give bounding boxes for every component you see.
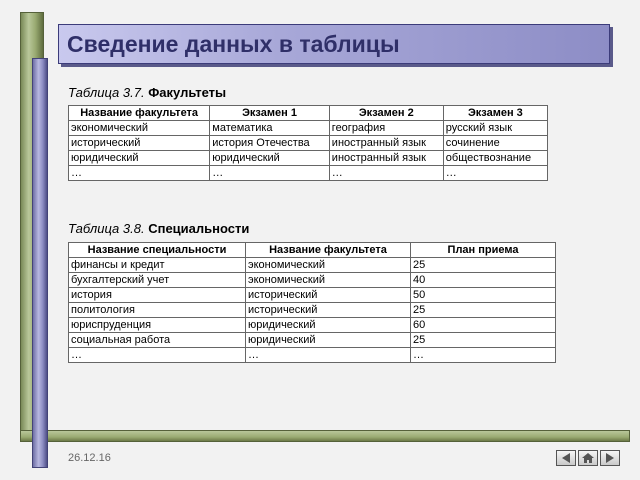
table-cell: … (411, 348, 556, 363)
table-cell: исторический (69, 136, 210, 151)
faculties-table (68, 105, 548, 181)
decorative-bar-purple (32, 58, 48, 468)
slide-date: 26.12.16 (68, 452, 111, 464)
table-row (69, 333, 556, 348)
table2-caption (68, 221, 249, 236)
table-row (69, 348, 556, 363)
table-cell: сочинение (443, 136, 547, 151)
table-cell: … (443, 166, 547, 181)
column-header: Экзамен 2 (329, 106, 443, 121)
table1-caption-name: Факультеты (148, 85, 227, 100)
table-cell: география (329, 121, 443, 136)
table1-caption (68, 85, 226, 100)
table-cell: история (69, 288, 246, 303)
table-cell: обществознание (443, 151, 547, 166)
table-row (69, 121, 548, 136)
column-header: Название факультета (246, 243, 411, 258)
home-icon (579, 451, 597, 465)
table-cell: юридический (246, 318, 411, 333)
specialties-table (68, 242, 556, 363)
slide-title: Сведение данных в таблицы (67, 31, 400, 57)
table-cell: математика (210, 121, 330, 136)
table-cell: 25 (411, 303, 556, 318)
column-header: Экзамен 3 (443, 106, 547, 121)
table-header-row (69, 106, 548, 121)
table-cell: … (329, 166, 443, 181)
table-cell: финансы и кредит (69, 258, 246, 273)
table-row (69, 166, 548, 181)
table-cell: юридический (246, 333, 411, 348)
prev-slide-button[interactable] (556, 450, 576, 466)
table-row (69, 258, 556, 273)
table-cell: … (69, 166, 210, 181)
table-cell: русский язык (443, 121, 547, 136)
table-cell: юридический (69, 151, 210, 166)
column-header: Название специальности (69, 243, 246, 258)
table-cell: 25 (411, 333, 556, 348)
table-row (69, 273, 556, 288)
table-cell: юриспруденция (69, 318, 246, 333)
table-cell: социальная работа (69, 333, 246, 348)
table-cell: исторический (246, 303, 411, 318)
table-header-row (69, 243, 556, 258)
prev-arrow-icon (557, 451, 575, 465)
table-cell: 50 (411, 288, 556, 303)
table2-caption-name: Специальности (148, 221, 250, 236)
table-cell: экономический (246, 273, 411, 288)
next-arrow-icon (601, 451, 619, 465)
table-row (69, 136, 548, 151)
table-cell: экономический (69, 121, 210, 136)
table1-caption-number: Таблица 3.7. (68, 85, 145, 100)
table-cell: экономический (246, 258, 411, 273)
column-header: План приема (411, 243, 556, 258)
table-row (69, 303, 556, 318)
table-cell: юридический (210, 151, 330, 166)
column-header: Экзамен 1 (210, 106, 330, 121)
home-button[interactable] (578, 450, 598, 466)
table-cell: исторический (246, 288, 411, 303)
table-cell: … (210, 166, 330, 181)
table-cell: … (69, 348, 246, 363)
table2-caption-number: Таблица 3.8. (68, 221, 145, 236)
decorative-bar-bottom (20, 430, 630, 442)
title-banner (58, 24, 610, 64)
column-header: Название факультета (69, 106, 210, 121)
table-cell: иностранный язык (329, 151, 443, 166)
table-cell: … (246, 348, 411, 363)
table-row (69, 288, 556, 303)
table-cell: политология (69, 303, 246, 318)
table-cell: 25 (411, 258, 556, 273)
table-cell: бухгалтерский учет (69, 273, 246, 288)
table-cell: 60 (411, 318, 556, 333)
table-row (69, 318, 556, 333)
table-cell: история Отечества (210, 136, 330, 151)
table-cell: иностранный язык (329, 136, 443, 151)
table-row (69, 151, 548, 166)
table-cell: 40 (411, 273, 556, 288)
next-slide-button[interactable] (600, 450, 620, 466)
